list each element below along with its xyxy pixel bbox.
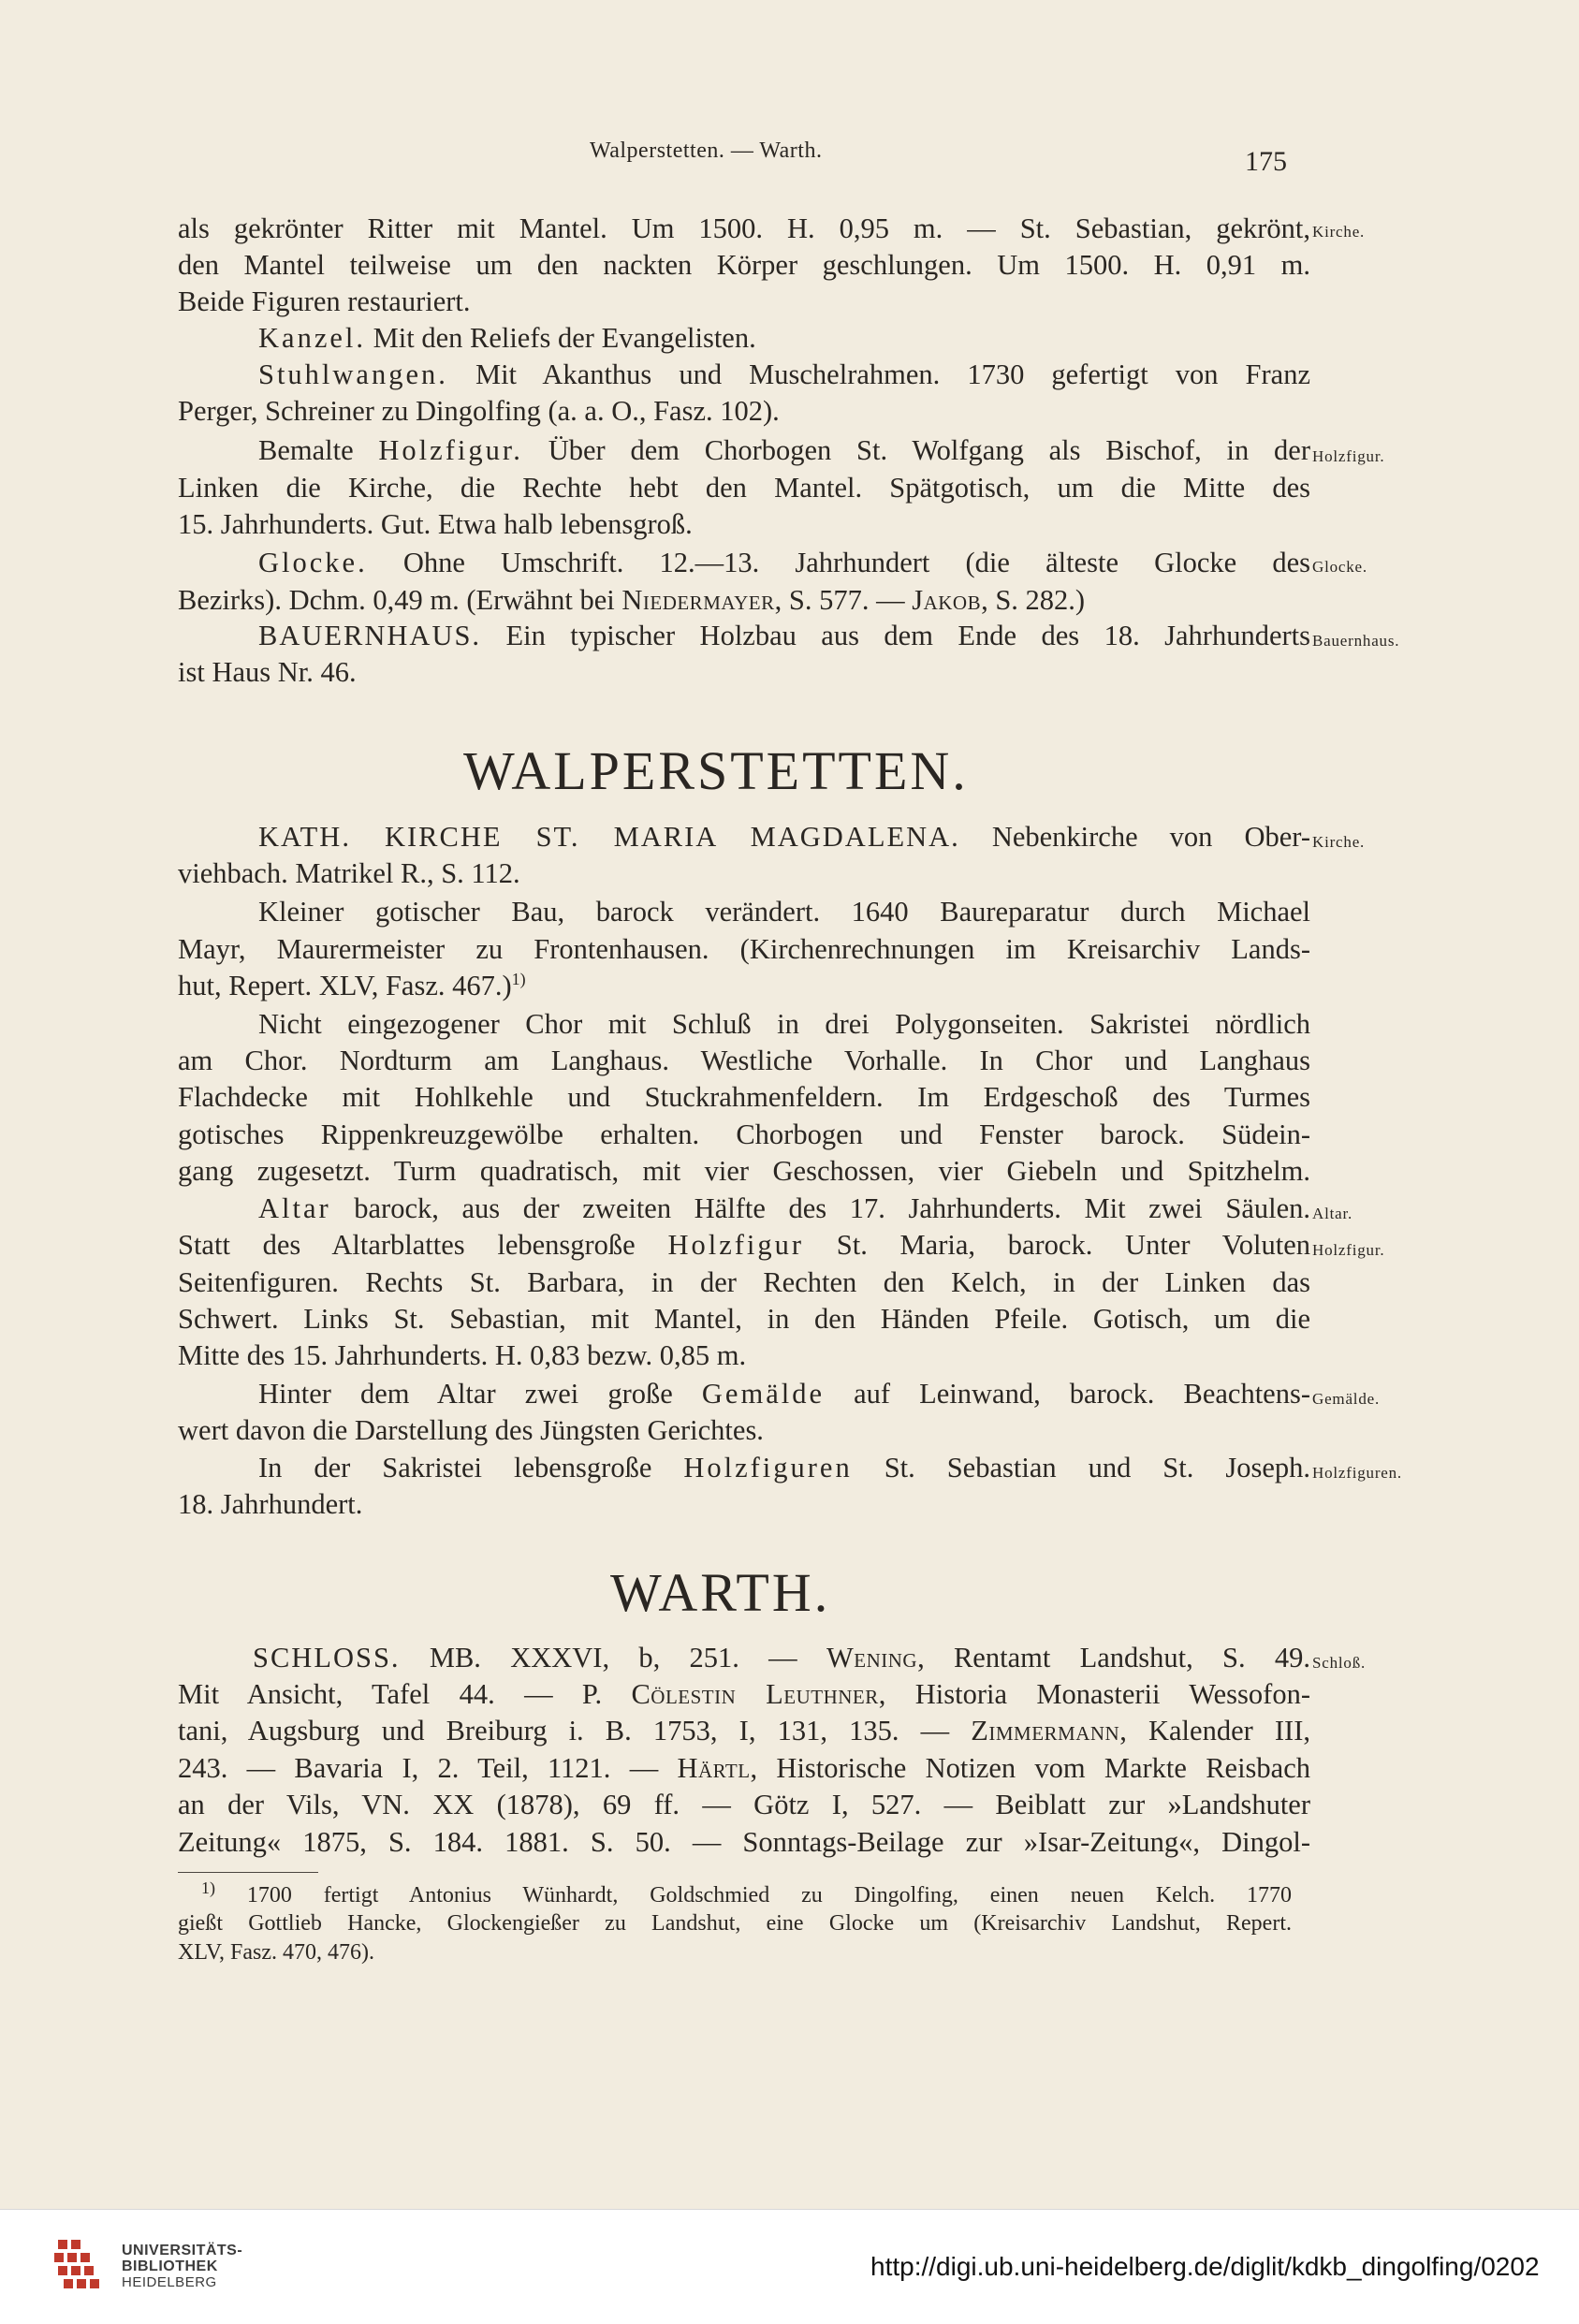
text-line: an der Vils, VN. XX (1878), 69 ff. — Götz I, 527. — Beiblatt zur »Landshuter — [178, 1789, 1310, 1820]
text-line: Glocke. Ohne Umschrift. 12.—13. Jahrhundert (die älteste Glocke des — [258, 547, 1310, 578]
text-line: Kanzel. Mit den Reliefs der Evangelisten. — [258, 322, 756, 354]
author-name: Zimmermann — [971, 1715, 1120, 1747]
spaced-term: KATH. KIRCHE ST. MARIA MAGDALENA. — [258, 821, 960, 853]
text-line: SCHLOSS. MB. XXXVI, b, 251. — Wening, Rentamt Landshut, S. 49. — [253, 1642, 1310, 1674]
spaced-term: Holzfiguren — [683, 1452, 853, 1484]
margin-note: Glocke. — [1312, 558, 1367, 576]
footnote-line: gießt Gottlieb Hancke, Glockengießer zu Landshut, eine Glocke um (Kreisarchiv Landshut, Repert. — [178, 1911, 1292, 1936]
text-line: 18. Jahrhundert. — [178, 1488, 363, 1520]
text-line: als gekrönter Ritter mit Mantel. Um 1500. H. 0,95 m. — St. Sebastian, gekrönt, — [178, 212, 1310, 244]
spaced-term: Glocke. — [258, 547, 368, 578]
text-line: Kleiner gotischer Bau, barock verändert. 1640 Baureparatur durch Michael — [258, 896, 1310, 928]
text-line: Nicht eingezogener Chor mit Schluß in drei Polygonseiten. Sakristei nördlich — [258, 1008, 1310, 1040]
document-url[interactable]: http://digi.ub.uni-heidelberg.de/diglit/kdkb_dingolfing/0202 — [870, 2252, 1540, 2281]
library-name: UNIVERSITÄTS- BIBLIOTHEK HEIDELBERG — [122, 2243, 243, 2290]
margin-note: Bauernhaus. — [1312, 632, 1400, 650]
text-line: In der Sakristei lebensgroße Holzfiguren St. Sebastian und St. Joseph. — [258, 1452, 1310, 1484]
text-line: Seitenfiguren. Rechts St. Barbara, in der Rechten den Kelch, in der Linken das — [178, 1266, 1310, 1298]
text-line: Altar barock, aus der zweiten Hälfte des 17. Jahrhunderts. Mit zwei Säulen. — [258, 1192, 1310, 1224]
spaced-term: Altar — [258, 1192, 331, 1224]
text-line: Statt des Altarblattes lebensgroße Holzfigur St. Maria, barock. Unter Voluten — [178, 1229, 1311, 1261]
text-line: Flachdecke mit Hohlkehle und Stuckrahmenfeldern. Im Erdgeschoß des Turmes — [178, 1081, 1310, 1113]
margin-note: Kirche. — [1312, 223, 1366, 241]
author-name: Wening — [826, 1642, 918, 1674]
text-line: BAUERNHAUS. Ein typischer Holzbau aus dem Ende des 18. Jahrhunderts — [258, 620, 1310, 651]
footnote-reference[interactable]: 1) — [511, 969, 526, 988]
spaced-term: Stuhlwangen. — [258, 358, 448, 390]
university-seal-icon — [54, 2240, 105, 2292]
text-line: den Mantel teilweise um den nackten Körper geschlungen. Um 1500. H. 0,91 m. — [178, 249, 1310, 281]
margin-note: Gemälde. — [1312, 1390, 1381, 1408]
author-name: Cölestin Leuthner — [631, 1678, 879, 1710]
text-line: Bemalte Holzfigur. Über dem Chorbogen St. Wolfgang als Bischof, in der — [258, 434, 1310, 466]
margin-note: Kirche. — [1312, 833, 1366, 851]
text-line: Mit Ansicht, Tafel 44. — P. Cölestin Leuthner, Historia Monasterii Wessofon- — [178, 1678, 1310, 1710]
author-name: Niedermayer — [621, 584, 775, 616]
margin-note: Schloß. — [1312, 1654, 1367, 1672]
spaced-term: Gemälde — [701, 1378, 825, 1410]
margin-note: Altar. — [1312, 1205, 1353, 1222]
footnote-mark: 1) — [201, 1878, 215, 1897]
margin-note: Holzfigur. — [1312, 447, 1385, 465]
text-line: gang zugesetzt. Turm quadratisch, mit vier Geschossen, vier Giebeln und Spitzhelm. — [178, 1155, 1310, 1187]
footnote-line: XLV, Fasz. 470, 476). — [178, 1940, 375, 1965]
text-line: wert davon die Darstellung des Jüngsten Gerichtes. — [178, 1414, 764, 1446]
section-heading: WARTH. — [610, 1562, 831, 1623]
spaced-term: Holzfigur. — [378, 434, 523, 466]
page-number: 175 — [1245, 146, 1287, 177]
text-line: Linken die Kirche, die Rechte hebt den Mantel. Spätgotisch, um die Mitte des — [178, 472, 1310, 504]
spaced-term: BAUERNHAUS. — [258, 620, 482, 651]
text-line: Stuhlwangen. Mit Akanthus und Muschelrahmen. 1730 gefertigt von Franz — [258, 358, 1310, 390]
spaced-term: SCHLOSS. — [253, 1642, 401, 1674]
footnote-divider — [178, 1872, 318, 1873]
text-line: viehbach. Matrikel R., S. 112. — [178, 857, 520, 889]
author-name: Jakob — [912, 584, 982, 616]
margin-note: Holzfiguren. — [1312, 1464, 1402, 1482]
text-line: 15. Jahrhunderts. Gut. Etwa halb lebensgroß. — [178, 508, 693, 540]
text-line: Perger, Schreiner zu Dingolfing (a. a. O., Fasz. 102). — [178, 395, 780, 427]
spaced-term: Kanzel. — [258, 322, 366, 354]
text-line: KATH. KIRCHE ST. MARIA MAGDALENA. Nebenkirche von Ober- — [258, 821, 1310, 853]
text-line: Beide Figuren restauriert. — [178, 285, 471, 317]
text-line: Bezirks). Dchm. 0,49 m. (Erwähnt bei Niedermayer, S. 577. — Jakob, S. 282.) — [178, 584, 1086, 616]
text-line: hut, Repert. XLV, Fasz. 467.)$^{1)}$ — [178, 969, 526, 1001]
text-line: am Chor. Nordturm am Langhaus. Westliche Vorhalle. In Chor und Langhaus — [178, 1045, 1310, 1076]
text-line: Mayr, Maurermeister zu Frontenhausen. (Kirchenrechnungen im Kreisarchiv Lands- — [178, 933, 1310, 965]
text-line: gotisches Rippenkreuzgewölbe erhalten. Chorbogen und Fenster barock. Südein- — [178, 1118, 1310, 1150]
spaced-term: Holzfigur — [667, 1229, 805, 1261]
author-name: Härtl — [677, 1752, 751, 1784]
footnote-line: $^{1)}$ 1700 fertigt Antonius Wünhardt, Goldschmied zu Dingolfing, einen neuen Kelch. 1770 — [201, 1878, 1292, 1907]
running-head: Walperstetten. — Warth. — [590, 139, 823, 163]
text-line: Schwert. Links St. Sebastian, mit Mantel, in den Händen Pfeile. Gotisch, um die — [178, 1303, 1310, 1335]
text-line: 243. — Bavaria I, 2. Teil, 1121. — Härtl, Historische Notizen vom Markte Reisbach — [178, 1752, 1310, 1784]
text-line: ist Haus Nr. 46. — [178, 656, 357, 688]
text-line: Zeitung« 1875, S. 184. 1881. S. 50. — Sonntags-Beilage zur »Isar-Zeitung«, Dingol- — [178, 1826, 1310, 1858]
margin-note: Holzfigur. — [1312, 1241, 1385, 1259]
section-heading: WALPERSTETTEN. — [463, 740, 969, 801]
text-line: Mitte des 15. Jahrhunderts. H. 0,83 bezw. 0,85 m. — [178, 1339, 747, 1371]
text-line: tani, Augsburg und Breiburg i. B. 1753, I, 131, 135. — Zimmermann, Kalender III, — [178, 1715, 1310, 1747]
text-line: Hinter dem Altar zwei große Gemälde auf Leinwand, barock. Beachtens- — [258, 1378, 1310, 1410]
